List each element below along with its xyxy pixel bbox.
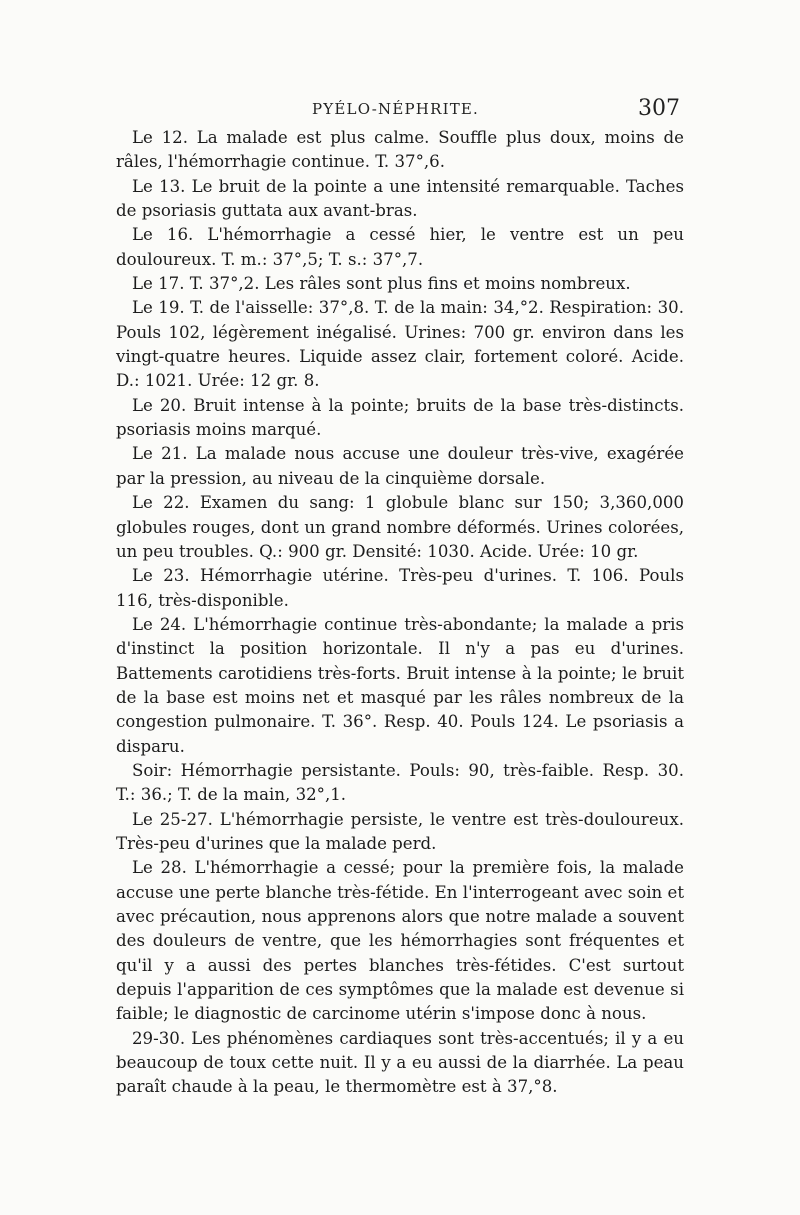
paragraph-day-22: Le 22. Examen du sang: 1 globule blanc sur 150; 3,360,000 globules rouges, dont un grand nombre déformés. Urines colorées, un peu troubles. Q.: 900 gr. Densité: 1030. Acide. Urée: 10 gr.: [116, 493, 684, 561]
paragraph-day-28: Le 28. L'hémorrhagie a cessé; pour la première fois, la malade accuse une perte blanche très-fétide. En l'interrogeant avec soin et avec précaution, nous apprenons alors que notre malade a souvent des douleurs de ventre, que les hémorrhagies sont fréquentes et qu'il y a aussi des pertes blanches très-fétides. C'est surtout depuis l'apparition de ces symptômes que la malade est devenue si faible; le diagnostic de carcinome utérin s'impose donc à nous.: [116, 858, 684, 1024]
paragraph-day-20: Le 20. Bruit intense à la pointe; bruits de la base très-distincts. psoriasis moins marqué.: [116, 395, 684, 440]
paragraph-day-16: Le 16. L'hémorrhagie a cessé hier, le ventre est un peu douloureux. T. m.: 37°,5; T. s.: 37°,7.: [116, 225, 684, 269]
paragraph-day-21: Le 21. La malade nous accuse une douleur très-vive, exagérée par la pression, au niveau de la cinquième dorsale.: [116, 444, 684, 488]
paragraph-day-24: Le 24. L'hémorrhagie continue très-abondante; la malade a pris d'instinct la position horizontale. Il n'y a pas eu d'urines. Battements carotidiens très-forts. Bruit intense à la pointe; le bruit de la base est moins net et masqué par les râles nombreux de la congestion pulmonaire. T. 36°. Resp. 40. Pouls 124. Le psoriasis a disparu.: [116, 614, 684, 756]
paragraph-day-17: Le 17. T. 37°,2. Les râles sont plus fins et moins nombreux.: [132, 274, 631, 294]
paragraph-day-12: Le 12. La malade est plus calme. Souffle plus doux, moins de râles, l'hémorrhagie continue. T. 37°,6.: [116, 128, 684, 172]
paragraph-day-29-30: 29-30. Les phénomènes cardiaques sont très-accentués; il y a eu beaucoup de toux cette nuit. Il y a eu aussi de la diarrhée. La peau paraît chaude à la peau, le thermomètre est à 37,°8.: [116, 1028, 684, 1097]
paragraph-day-19: Le 19. T. de l'aisselle: 37°,8. T. de la main: 34,°2. Respiration: 30. Pouls 102, légèrement inégalisé. Urines: 700 gr. environ dans les vingt-quatre heures. Liquide assez clair, fortement coloré. Acide. D.: 1021. Urée: 12 gr. 8.: [116, 298, 684, 391]
body-text: [116, 126, 684, 1100]
paragraph-day-24-evening: Soir: Hémorrhagie persistante. Pouls: 90, très-faible. Resp. 30. T.: 36.; T. de la main, 32°,1.: [116, 760, 684, 805]
paragraph-day-25-27: Le 25-27. L'hémorrhagie persiste, le ventre est très-douloureux. Très-peu d'urines que la malade perd.: [116, 809, 684, 853]
paragraph-day-23: Le 23. Hémorrhagie utérine. Très-peu d'urines. T. 106. Pouls 116, très-disponible.: [116, 566, 684, 610]
page-header: [116, 96, 684, 126]
paragraph-day-13: Le 13. Le bruit de la pointe a une intensité remarquable. Taches de psoriasis guttata aux avant-bras.: [116, 176, 684, 221]
running-title: PYÉLO-NÉPHRITE.: [312, 100, 480, 118]
page-number: 307: [638, 96, 680, 121]
